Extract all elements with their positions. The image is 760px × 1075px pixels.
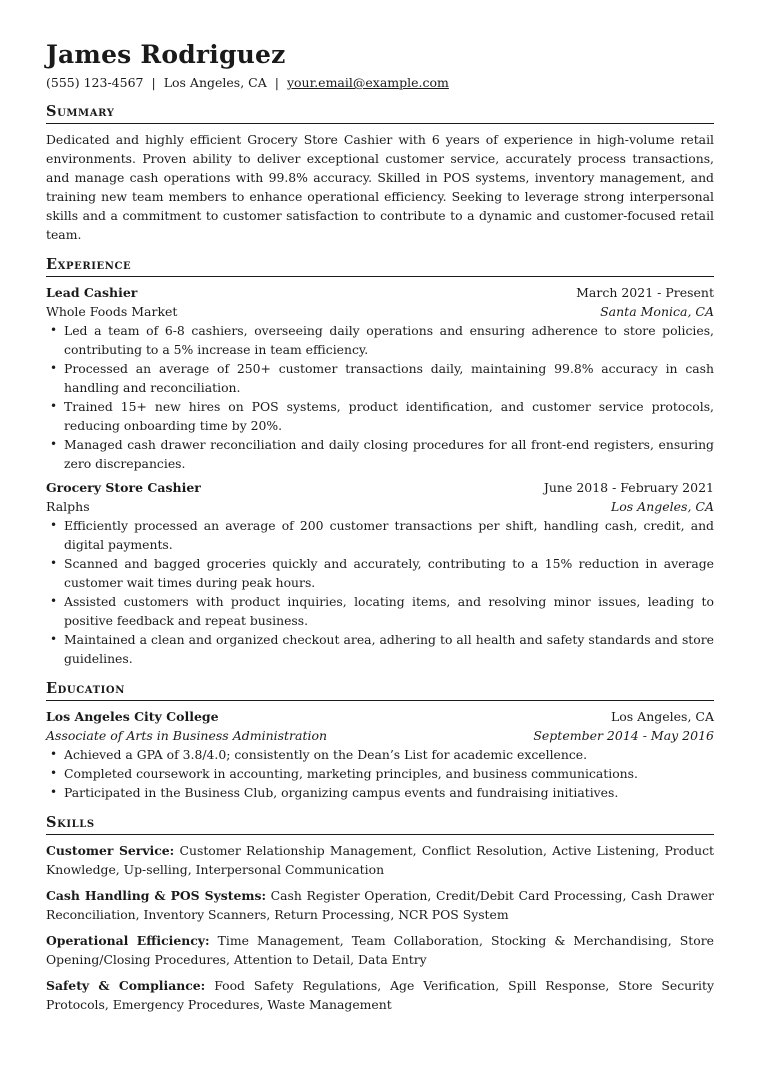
section-title-education: Education — [46, 680, 714, 701]
skill-text: Time Management, Team Collaboration, Stocking & Merchandising, Store Opening/Closing Procedures, Attention to Detail, Data Entry — [46, 933, 714, 967]
skill-label: Operational Efficiency: — [46, 933, 210, 948]
job-role: Lead Cashier — [46, 285, 138, 300]
skill-label: Safety & Compliance: — [46, 978, 206, 993]
list-item: • Assisted customers with product inquiries, locating items, and resolving minor issues, leading to positive feedback and repeat business. — [46, 592, 714, 630]
job-subheader — [46, 497, 714, 516]
skill-label: Cash Handling & POS Systems: — [46, 888, 267, 903]
skill-text: Food Safety Regulations, Age Verification, Spill Response, Store Security Protocols, Emergency Procedures, Waste Management — [46, 978, 714, 1012]
job-dates: June 2018 - February 2021 — [543, 480, 714, 495]
job-entry — [46, 478, 714, 668]
phone-number: (555) 123-4567 — [46, 75, 144, 90]
location-text: Los Angeles, CA — [163, 75, 267, 90]
skill-line — [46, 931, 714, 969]
section-title-summary: Summary — [46, 103, 714, 124]
section-title-skills: Skills — [46, 814, 714, 835]
candidate-name: James Rodriguez — [46, 40, 286, 69]
list-item: • Scanned and bagged groceries quickly and accurately, contributing to a 15% reduction in average customer wait times during peak hours. — [46, 554, 714, 592]
school-name: Los Angeles City College — [46, 709, 219, 724]
school-location: Los Angeles, CA — [610, 709, 714, 724]
job-company: Ralphs — [46, 499, 90, 514]
summary-text: Dedicated and highly efficient Grocery Store Cashier with 6 years of experience in high-volume retail environments. Proven ability to deliver exceptional customer service, accurately process transactions, and manage cash operations with 99.8% accuracy. Skilled in POS systems, inventory management, and training new team members to enhance operational efficiency. Seeking to leverage strong interpersonal skills and a commitment to customer satisfaction to contribute to a dynamic and customer-focused retail team. — [46, 132, 714, 242]
skill-line — [46, 976, 714, 1014]
list-item: • Efficiently processed an average of 200 customer transactions per shift, handling cash, credit, and digital payments. — [46, 516, 714, 554]
email-link[interactable]: your.email@example.com — [286, 75, 449, 90]
job-subheader — [46, 302, 714, 321]
job-bullets — [46, 516, 714, 668]
skill-text: Customer Relationship Management, Conflict Resolution, Active Listening, Product Knowledge, Up-selling, Interpersonal Communication — [46, 843, 714, 877]
contact-line — [46, 75, 714, 91]
list-item: • Led a team of 6-8 cashiers, overseeing daily operations and ensuring adherence to store policies, contributing to a 5% increase in team efficiency. — [46, 321, 714, 359]
education-dates: September 2014 - May 2016 — [533, 728, 714, 743]
section-title-experience: Experience — [46, 256, 714, 277]
list-item: • Completed coursework in accounting, marketing principles, and business communications. — [46, 764, 714, 783]
list-item: • Achieved a GPA of 3.8/4.0; consistently on the Dean’s List for academic excellence. — [46, 745, 714, 764]
list-item: • Participated in the Business Club, organizing campus events and fundraising initiatives. — [46, 783, 714, 802]
experience-section — [46, 256, 714, 668]
job-role: Grocery Store Cashier — [46, 480, 201, 495]
education-bullets — [46, 745, 714, 802]
skill-label: Customer Service: — [46, 843, 175, 858]
job-bullets — [46, 321, 714, 473]
job-header — [46, 478, 714, 497]
contact-separator: | — [274, 75, 279, 90]
job-header — [46, 283, 714, 302]
skill-line — [46, 886, 714, 924]
job-location: Los Angeles, CA — [610, 499, 714, 514]
job-entry — [46, 283, 714, 473]
list-item: • Processed an average of 250+ customer transactions daily, maintaining 99.8% accuracy in cash handling and reconciliation. — [46, 359, 714, 397]
job-company: Whole Foods Market — [46, 304, 178, 319]
skill-line — [46, 841, 714, 879]
job-dates: March 2021 - Present — [576, 285, 714, 300]
education-section — [46, 680, 714, 802]
list-item: • Managed cash drawer reconciliation and daily closing procedures for all front-end registers, ensuring zero discrepancies. — [46, 435, 714, 473]
education-subheader — [46, 726, 714, 745]
contact-separator: | — [151, 75, 156, 90]
list-item: • Trained 15+ new hires on POS systems, product identification, and customer service protocols, reducing onboarding time by 20%. — [46, 397, 714, 435]
summary-section — [46, 103, 714, 244]
degree-name: Associate of Arts in Business Administration — [46, 728, 328, 743]
list-item: • Maintained a clean and organized checkout area, adhering to all health and safety standards and store guidelines. — [46, 630, 714, 668]
skill-text: Cash Register Operation, Credit/Debit Card Processing, Cash Drawer Reconciliation, Inventory Scanners, Return Processing, NCR POS System — [46, 888, 714, 922]
job-location: Santa Monica, CA — [600, 304, 714, 319]
skills-section — [46, 814, 714, 1014]
education-header — [46, 707, 714, 726]
